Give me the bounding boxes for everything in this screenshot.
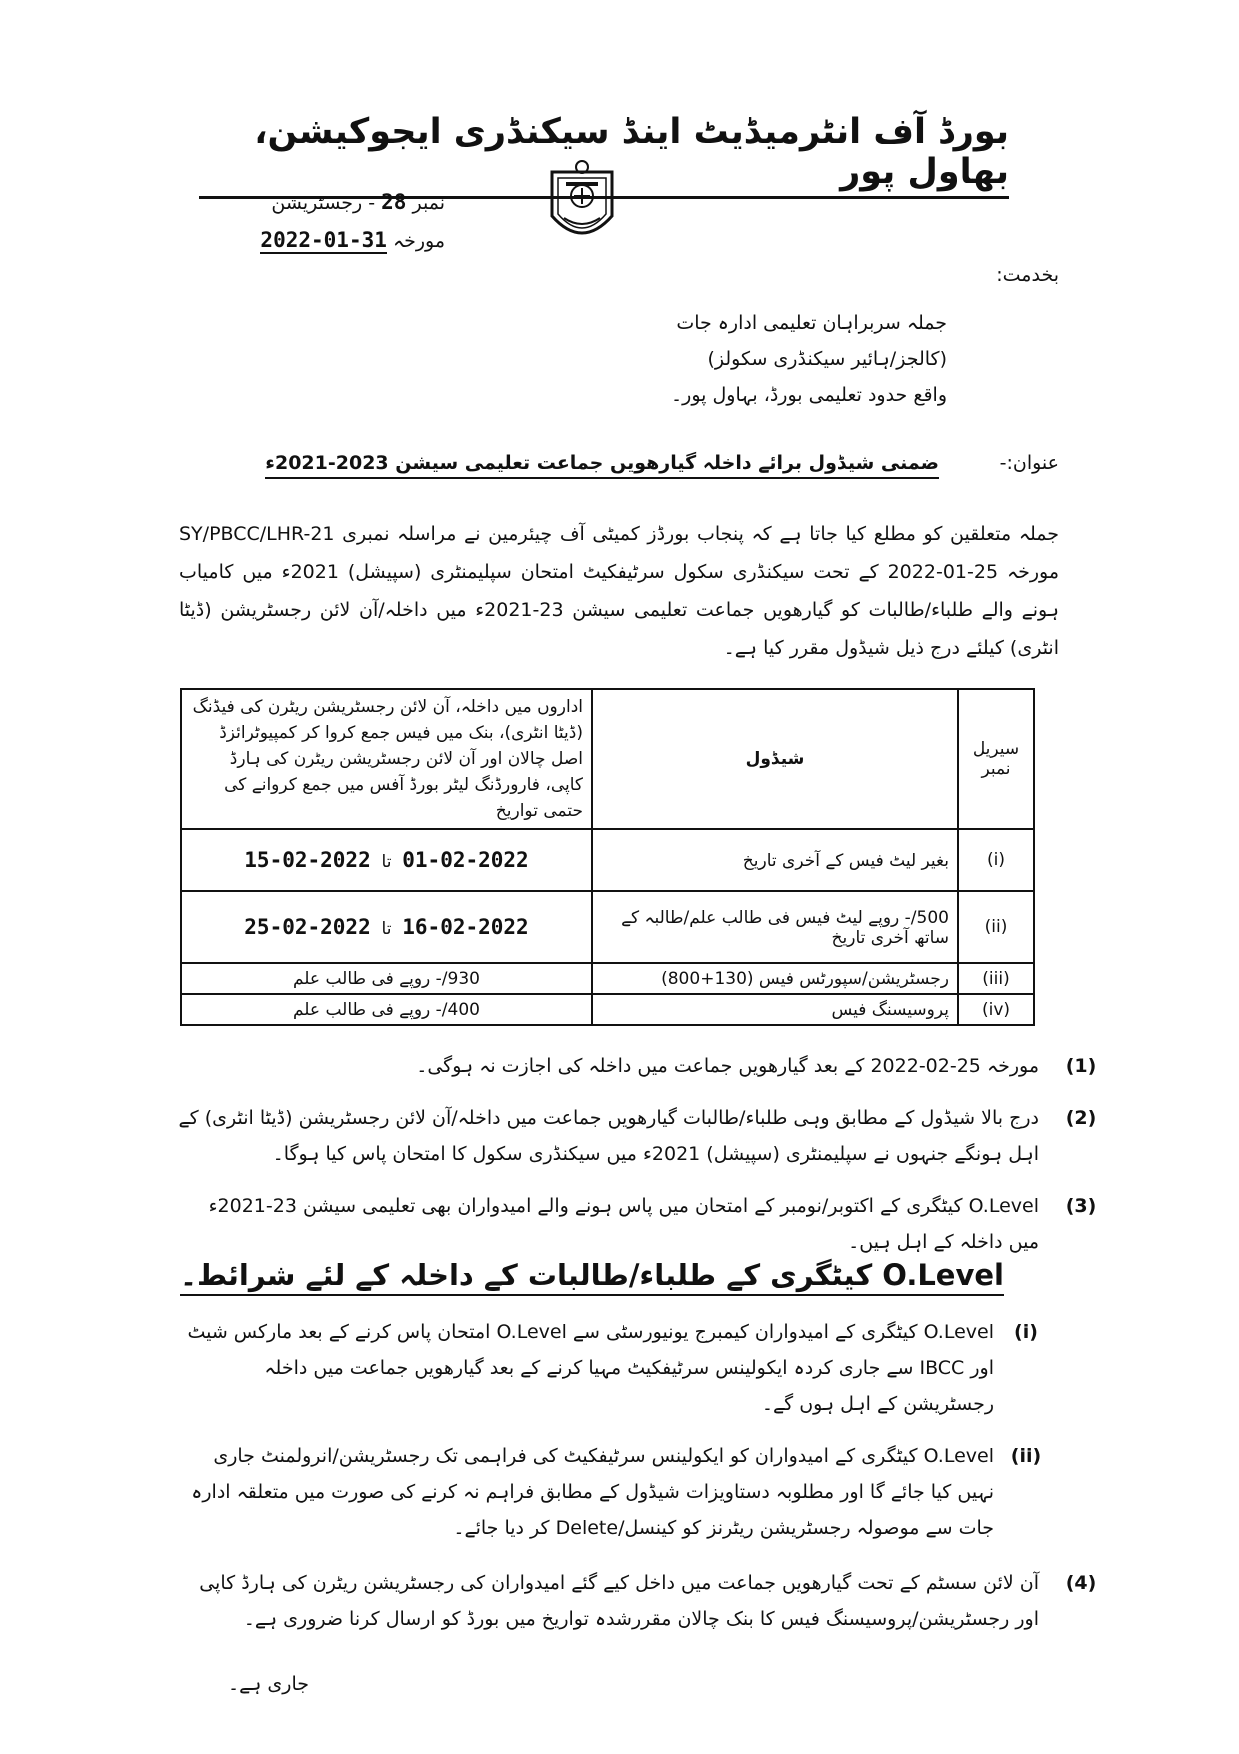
row-date-range	[181, 891, 592, 963]
point-text: مورخہ 25-02-2022 کے بعد گیارھویں جماعت میں داخلہ کی اجازت نہ ہوگی۔	[416, 1055, 1039, 1077]
point-3	[174, 1188, 1097, 1260]
header-serial: سیریل نمبر	[958, 689, 1034, 829]
row-schedule: رجسٹریشن/سپورٹس فیس (130+800)	[592, 963, 958, 994]
date-label: مورخہ	[392, 230, 445, 252]
row-fee-value: 400/- روپے فی طالب علم	[181, 994, 592, 1025]
date-to: 15-02-2022	[244, 848, 371, 872]
table-row	[181, 963, 1034, 994]
point-number: (3)	[1065, 1195, 1097, 1217]
condition-text: O.Level کیٹگری کے امیدواران کو ایکولینس سرٹیفکیٹ کی فراہمی تک رجسٹریشن/انرولمنٹ جاری نہیں کیا جائے گا اور مطلوبہ دستاویزات شیڈول کے مطابق فراہم نہ کرنے کی صورت میں متعلقہ ادارہ جات سے موصولہ رجسٹریشن ریٹرنز کو کینسل/Delete کر دیا جائے۔	[191, 1445, 994, 1539]
point-text: O.Level کیٹگری کے اکتوبر/نومبر کے امتحان میں پاس ہونے والے امیدواران بھی تعلیمی سیشن 23-2021ء میں داخلہ کے اہل ہیں۔	[208, 1195, 1039, 1253]
row-schedule: 500/- روپے لیٹ فیس فی طالب علم/طالبہ کے ساتھ آخری تاریخ	[592, 891, 958, 963]
board-name: بورڈ آف انٹرمیڈیٹ اینڈ سیکنڈری ایجوکیشن، بھاول پور	[199, 112, 1009, 199]
condition-text: O.Level کیٹگری کے امیدواران کیمبرج یونیورسٹی سے O.Level امتحان پاس کرنے کے بعد مارکس شیٹ اور IBCC سے جاری کردہ ایکولینس سرٹیفکیٹ مہیا کرنے کے بعد گیارھویں جماعت میں داخلہ رجسٹریشن کے اہل ہوں گے۔	[187, 1321, 994, 1415]
ref-number-dash: -	[368, 192, 376, 214]
subject-label: عنوان:-	[999, 452, 1059, 474]
board-seal-logo	[546, 158, 618, 250]
table-row	[181, 891, 1034, 963]
point-number: (1)	[1065, 1055, 1097, 1077]
row-fee-value: 930/- روپے فی طالب علم	[181, 963, 592, 994]
salutation: بخدمت:	[996, 264, 1059, 286]
reference-date-line	[255, 228, 445, 252]
addressee-line-3: واقع حدود تعلیمی بورڈ، بہاول پور۔	[671, 384, 947, 406]
date-from: 01-02-2022	[402, 848, 529, 872]
header-schedule: شیڈول	[592, 689, 958, 829]
table-row	[181, 829, 1034, 891]
to-word: تا	[381, 919, 392, 939]
letter-date: 31-01-2022	[260, 228, 387, 252]
addressee-line-1: جملہ سربراہان تعلیمی ادارہ جات	[676, 312, 947, 334]
olevel-heading: O.Level کیٹگری کے طلباء/طالبات کے داخلہ کے لئے شرائط۔	[180, 1258, 1004, 1296]
ref-section: رجسٹریشن	[271, 192, 363, 214]
table-row	[181, 994, 1034, 1025]
olevel-condition-2	[174, 1438, 1042, 1546]
point-text: درج بالا شیڈول کے مطابق وہی طلباء/طالبات گیارھویں جماعت میں داخلہ/آن لائن رجسٹریشن (ڈیٹا انٹری) کے اہل ہونگے جنہوں نے سپلیمنٹری (سپیشل) 2021ء میں سیکنڈری سکول کا امتحان پاس کیا ہوگا۔	[178, 1107, 1039, 1165]
date-to: 25-02-2022	[244, 915, 371, 939]
subject-text: ضمنی شیڈول برائے داخلہ گیارھویں جماعت تعلیمی سیشن 2023-2021ء	[265, 452, 939, 479]
olevel-condition-1	[174, 1314, 1038, 1422]
schedule-table	[180, 688, 1035, 1026]
point-text: آن لائن سسٹم کے تحت گیارھویں جماعت میں داخل کیے گئے امیدواران کی رجسٹریشن ریٹرن کی ہارڈ کاپی اور رجسٹریشن/پروسیسنگ فیس کا بنک چالان مقررشدہ تواریخ میں بورڈ کو ارسال کرنا ضروری ہے۔	[199, 1572, 1039, 1630]
intro-paragraph: جملہ متعلقین کو مطلع کیا جاتا ہے کہ پنجاب بورڈز کمیٹی آف چیئرمین نے مراسلہ نمبری SY/PBCC/LHR-21 مورخہ 25-01-2022 کے تحت سیکنڈری سکول سرٹیفکیٹ امتحان سپلیمنٹری (سپیشل) 2021ء میں کامیاب ہونے والے طلباء/طالبات کو گیارھویں جماعت تعلیمی سیشن 23-2021ء میں داخلہ/آن لائن رجسٹریشن (ڈیٹا انٹری) کیلئے درج ذیل شیڈول مقرر کیا ہے۔	[179, 523, 1060, 659]
point-number: (2)	[1065, 1107, 1097, 1129]
header-dates: اداروں میں داخلہ، آن لائن رجسٹریشن ریٹرن کی فیڈنگ (ڈیٹا انٹری)، بنک میں فیس جمع کروا کر کمپیوٹرائزڈ اصل چالان اور آن لائن رجسٹریشن ریٹرن کی ہارڈ کاپی، فارورڈنگ لیٹر بورڈ آفس میں جمع کروانے کی حتمی تواریخ	[181, 689, 592, 829]
row-schedule: پروسیسنگ فیس	[592, 994, 958, 1025]
row-serial: (ii)	[958, 891, 1034, 963]
reference-number-line	[255, 190, 445, 214]
to-word: تا	[381, 852, 392, 872]
date-from: 16-02-2022	[402, 915, 529, 939]
ref-number-prefix: نمبر	[412, 192, 445, 214]
point-4	[174, 1565, 1097, 1637]
row-date-range	[181, 829, 592, 891]
point-2	[174, 1100, 1097, 1172]
condition-number: (i)	[1014, 1321, 1038, 1343]
point-1	[174, 1048, 1097, 1084]
row-serial: (iv)	[958, 994, 1034, 1025]
addressee-line-2: (کالجز/ہائیر سیکنڈری سکولز)	[707, 348, 947, 370]
row-serial: (iii)	[958, 963, 1034, 994]
row-schedule: بغیر لیٹ فیس کے آخری تاریخ	[592, 829, 958, 891]
point-number: (4)	[1065, 1572, 1097, 1594]
table-header-row	[181, 689, 1034, 829]
condition-number: (ii)	[1010, 1445, 1042, 1467]
closing-text: جاری ہے۔	[227, 1673, 309, 1695]
row-serial: (i)	[958, 829, 1034, 891]
ref-number: 28	[381, 190, 407, 214]
